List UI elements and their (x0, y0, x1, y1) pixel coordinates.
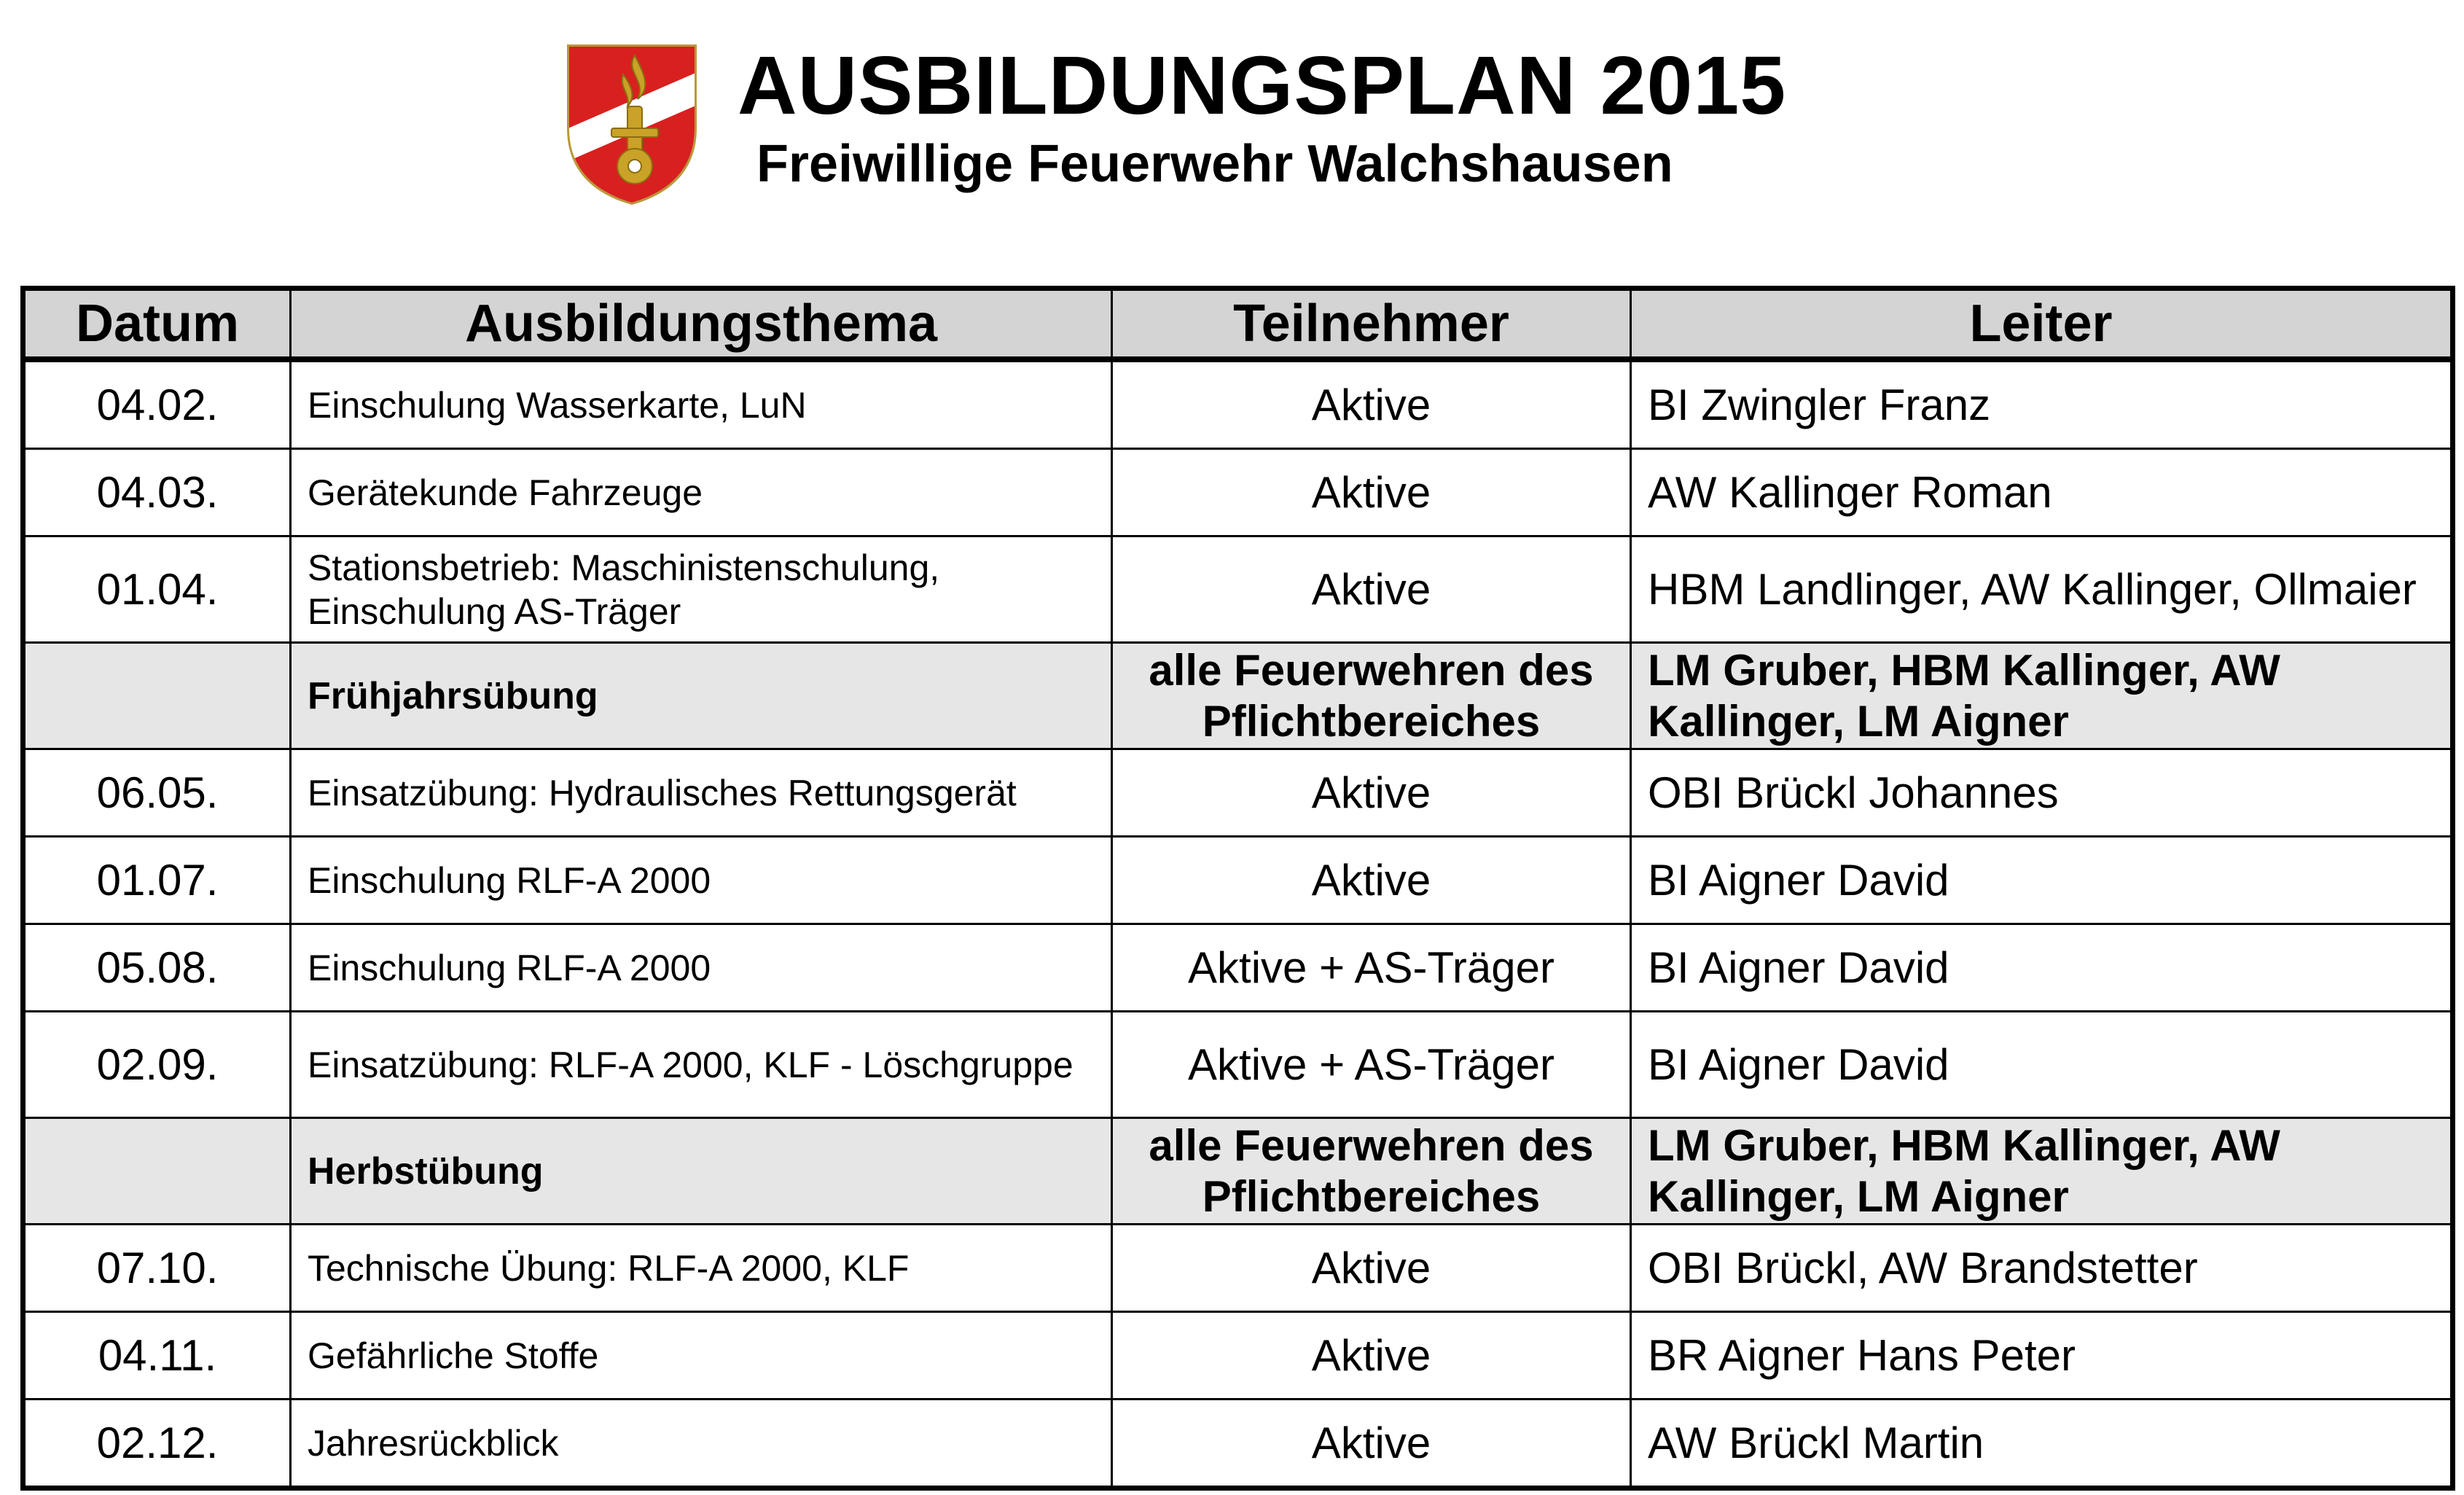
thema-cell: Technische Übung: RLF-A 2000, KLF (291, 1225, 1112, 1312)
leiter-cell: BI Zwingler Franz (1631, 359, 2453, 449)
datum-cell: 06.05. (23, 749, 291, 837)
column-header-ausbildungsthema: Ausbildungsthema (291, 289, 1112, 360)
thema-cell: Einschulung RLF-A 2000 (291, 924, 1112, 1012)
leiter-cell: LM Gruber, HBM Kallinger, AW Kallinger, LM Aigner (1631, 643, 2453, 749)
datum-cell: 04.11. (23, 1312, 291, 1400)
datum-cell: 02.12. (23, 1400, 291, 1488)
datum-cell: 04.03. (23, 449, 291, 536)
thema-cell: Einsatzübung: RLF-A 2000, KLF - Löschgruppe (291, 1012, 1112, 1118)
thema-cell: Einsatzübung: Hydraulisches Rettungsgerät (291, 749, 1112, 837)
table-row (23, 837, 2453, 924)
teilnehmer-cell: Aktive (1112, 749, 1631, 837)
teilnehmer-cell: Aktive (1112, 536, 1631, 643)
thema-cell: Einschulung Wasserkarte, LuN (291, 359, 1112, 449)
teilnehmer-cell: Aktive (1112, 1312, 1631, 1400)
thema-cell: Einschulung RLF-A 2000 (291, 837, 1112, 924)
leiter-cell: OBI Brückl Johannes (1631, 749, 2453, 837)
datum-cell: 01.04. (23, 536, 291, 643)
page-subtitle: Freiwillige Feuerwehr Walchshausen (756, 135, 1673, 193)
thema-cell: Gerätekunde Fahrzeuge (291, 449, 1112, 536)
leiter-cell: AW Kallinger Roman (1631, 449, 2453, 536)
teilnehmer-cell: Aktive + AS-Träger (1112, 1012, 1631, 1118)
datum-cell (23, 643, 291, 749)
leiter-cell: BI Aigner David (1631, 924, 2453, 1012)
leiter-cell: BR Aigner Hans Peter (1631, 1312, 2453, 1400)
datum-cell: 05.08. (23, 924, 291, 1012)
column-header-datum: Datum (23, 289, 291, 360)
column-header-leiter: Leiter (1631, 289, 2453, 360)
thema-cell: Jahresrückblick (291, 1400, 1112, 1488)
table-row (23, 749, 2453, 837)
datum-cell: 01.07. (23, 837, 291, 924)
thema-cell: Herbstübung (291, 1118, 1112, 1225)
page-header (0, 0, 2464, 241)
table-row-highlighted (23, 1118, 2453, 1225)
table-row (23, 1012, 2453, 1118)
table-row-highlighted (23, 643, 2453, 749)
table-row (23, 359, 2453, 449)
teilnehmer-cell: Aktive (1112, 1400, 1631, 1488)
teilnehmer-cell: alle Feuerwehren des Pflichtbereiches (1112, 1118, 1631, 1225)
column-header-teilnehmer: Teilnehmer (1112, 289, 1631, 360)
thema-cell: Stationsbetrieb: Maschinistenschulung, Einschulung AS-Träger (291, 536, 1112, 643)
teilnehmer-cell: Aktive (1112, 837, 1631, 924)
teilnehmer-cell: Aktive (1112, 1225, 1631, 1312)
feuerwehr-crest-icon (565, 42, 699, 206)
leiter-cell: OBI Brückl, AW Brandstetter (1631, 1225, 2453, 1312)
leiter-cell: HBM Landlinger, AW Kallinger, Ollmaier (1631, 536, 2453, 643)
datum-cell: 04.02. (23, 359, 291, 449)
table-row (23, 1400, 2453, 1488)
table-row (23, 449, 2453, 536)
teilnehmer-cell: Aktive + AS-Träger (1112, 924, 1631, 1012)
thema-cell: Frühjahrsübung (291, 643, 1112, 749)
table-row (23, 536, 2453, 643)
table-row (23, 1225, 2453, 1312)
leiter-cell: LM Gruber, HBM Kallinger, AW Kallinger, LM Aigner (1631, 1118, 2453, 1225)
table-row (23, 1312, 2453, 1400)
page-title: AUSBILDUNGSPLAN 2015 (738, 39, 1787, 131)
teilnehmer-cell: Aktive (1112, 449, 1631, 536)
leiter-cell: BI Aigner David (1631, 1012, 2453, 1118)
teilnehmer-cell: Aktive (1112, 359, 1631, 449)
datum-cell: 02.09. (23, 1012, 291, 1118)
datum-cell (23, 1118, 291, 1225)
thema-cell: Gefährliche Stoffe (291, 1312, 1112, 1400)
table-header-row (23, 289, 2453, 360)
datum-cell: 07.10. (23, 1225, 291, 1312)
leiter-cell: BI Aigner David (1631, 837, 2453, 924)
table-row (23, 924, 2453, 1012)
leiter-cell: AW Brückl Martin (1631, 1400, 2453, 1488)
training-schedule-table (20, 286, 2455, 1491)
teilnehmer-cell: alle Feuerwehren des Pflichtbereiches (1112, 643, 1631, 749)
